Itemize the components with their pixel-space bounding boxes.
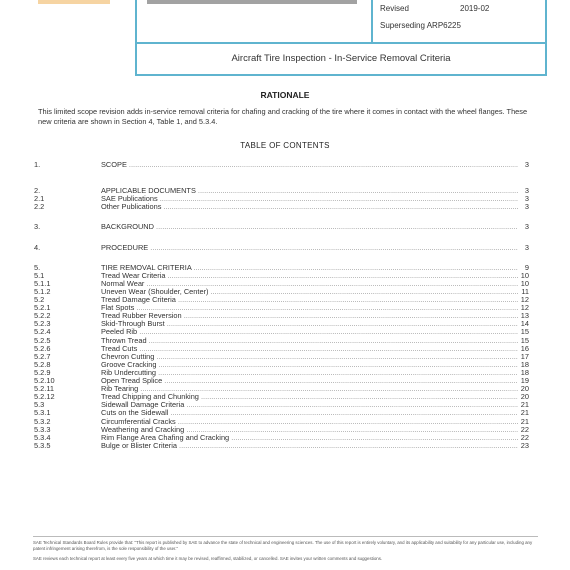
publisher-logo-fragment bbox=[38, 0, 110, 4]
toc-entry-page: 3 bbox=[524, 242, 529, 252]
toc-entry-number: 5.1 bbox=[34, 270, 45, 280]
toc-entry-page: 10 bbox=[520, 270, 529, 280]
toc-entry-page: 12 bbox=[520, 295, 529, 304]
toc-entry[interactable] bbox=[0, 243, 570, 253]
toc-entry-page: 15 bbox=[520, 335, 529, 345]
toc-entry-title: Bulge or Blister Criteria ..... bbox=[101, 441, 518, 451]
toc-heading: TABLE OF CONTENTS bbox=[240, 141, 330, 150]
toc-entry-page: 3 bbox=[524, 202, 529, 212]
toc-entry-title: Circumferential Cracks ..... bbox=[101, 417, 518, 427]
toc-entry-title: Sidewall Damage Criteria ..... bbox=[101, 400, 518, 410]
toc-entry-number: 5.2.3 bbox=[34, 319, 51, 329]
toc-entry-number: 5.2.8 bbox=[34, 359, 51, 369]
footer-review-note: SAE reviews each technical report at least every five years at which time it may be revised, reaffirmed, stabilized, or cancelled. SAE invites your written comments and suggestions. bbox=[33, 556, 383, 561]
toc-entry-number: 2.1 bbox=[34, 194, 45, 204]
toc-entry-title: Rib Tearing ..... bbox=[101, 384, 518, 394]
footer-disclaimer: SAE Technical Standards Board Rules provide that: "This report is published by SAE to advance the state of technical and engineering sciences. The use of this report is entirely voluntary, and its applicability and suitability for any particular use, including any patent infringement arising therefrom, is the sole responsibility of the user." bbox=[33, 540, 533, 551]
toc-entry-title: Normal Wear ..... bbox=[101, 279, 518, 289]
toc-entry[interactable] bbox=[0, 202, 570, 212]
revised-date: 2019-02 bbox=[460, 4, 490, 13]
toc-entry-page: 14 bbox=[520, 319, 529, 329]
toc-entry-page: 21 bbox=[520, 408, 529, 418]
toc-entry-number: 5.2.9 bbox=[34, 367, 51, 377]
toc-entry-page: 19 bbox=[520, 376, 529, 385]
toc-entry-page: 17 bbox=[520, 351, 529, 361]
toc-entry-number: 5.2.11 bbox=[34, 384, 54, 394]
toc-entry-number: 5.2.4 bbox=[34, 327, 51, 337]
toc-entry-number: 5.3.2 bbox=[34, 416, 51, 426]
toc-entry-number: 5.2.2 bbox=[34, 311, 51, 321]
toc-entry-number: 5.2.12 bbox=[34, 392, 55, 402]
toc-entry-number: 5.2.1 bbox=[34, 303, 51, 313]
footer-divider bbox=[33, 536, 538, 537]
toc-entry-number: 5.2.10 bbox=[34, 376, 55, 385]
toc-entry-title: Thrown Tread ..... bbox=[101, 336, 518, 346]
toc-entry-page: 22 bbox=[520, 424, 529, 434]
toc-entry-title: Chevron Cutting ..... bbox=[101, 352, 518, 362]
toc-entry[interactable] bbox=[0, 441, 570, 451]
header-horizontal-divider bbox=[137, 42, 545, 44]
toc-entry-number: 1. bbox=[34, 160, 41, 169]
toc-entry-number: 5.2.7 bbox=[34, 351, 51, 361]
document-header-box bbox=[135, 0, 547, 76]
toc-entry-number: 5.1.1 bbox=[34, 278, 51, 288]
toc-entry-number: 5. bbox=[34, 262, 41, 272]
toc-entry-page: 15 bbox=[520, 327, 529, 337]
toc-entry-number: 5.3.1 bbox=[34, 408, 51, 418]
toc-entry-page: 3 bbox=[524, 160, 529, 169]
toc-entry-title: APPLICABLE DOCUMENTS ..... bbox=[101, 186, 518, 196]
revised-label: Revised bbox=[380, 4, 409, 13]
toc-entry-title: Other Publications ..... bbox=[101, 202, 518, 212]
toc-entry-number: 5.3.3 bbox=[34, 424, 51, 434]
toc-entry-title: PROCEDURE ..... bbox=[101, 243, 518, 253]
toc-entry-title: Tread Damage Criteria ..... bbox=[101, 295, 518, 305]
toc-entry-title: Tread Cuts ..... bbox=[101, 344, 518, 354]
toc-entry-page: 21 bbox=[520, 416, 529, 426]
toc-entry-number: 5.3.4 bbox=[34, 432, 51, 442]
toc-entry-number: 5.2.5 bbox=[34, 335, 51, 345]
rationale-paragraph: This limited scope revision adds in-service removal criteria for chafing and cracking of the tire where it comes in contact with the wheel flanges. These new criteria are shown in Section 4, Table 1, and 5.3.4. bbox=[38, 107, 528, 126]
toc-entry-title: Skid-Through Burst ..... bbox=[101, 319, 518, 329]
toc-entry-number: 5.2.6 bbox=[34, 343, 51, 353]
document-title: Aircraft Tire Inspection - In-Service Removal Criteria bbox=[231, 53, 451, 64]
toc-entry-title: Peeled Rib ..... bbox=[101, 327, 518, 337]
rationale-heading: RATIONALE bbox=[260, 90, 310, 100]
superseding-note: Superseding ARP6225 bbox=[380, 21, 461, 30]
toc-entry-page: 23 bbox=[520, 440, 529, 450]
toc-entry-page: 11 bbox=[521, 286, 529, 296]
toc-entry-title: Cuts on the Sidewall ..... bbox=[101, 408, 518, 418]
toc-entry-page: 10 bbox=[520, 278, 529, 288]
toc-entry-page: 12 bbox=[520, 303, 529, 313]
toc-entry-title: Rib Undercutting ..... bbox=[101, 368, 518, 378]
toc-entry-title: SCOPE ..... bbox=[101, 160, 518, 170]
toc-entry-page: 16 bbox=[520, 343, 529, 353]
header-vertical-divider bbox=[371, 0, 373, 42]
toc-entry-number: 3. bbox=[34, 222, 41, 232]
toc-entry-title: Flat Spots ..... bbox=[101, 303, 518, 313]
toc-entry-page: 13 bbox=[520, 311, 529, 321]
header-banner-fragment bbox=[147, 0, 357, 4]
toc-entry-number: 5.3 bbox=[34, 400, 45, 410]
toc-entry-page: 20 bbox=[520, 384, 529, 394]
toc-entry-number: 2. bbox=[34, 186, 41, 196]
toc-entry-page: 21 bbox=[520, 400, 529, 410]
toc-entry-number: 5.3.5 bbox=[34, 440, 51, 450]
toc-entry[interactable] bbox=[0, 160, 570, 170]
toc-entry-title: Open Tread Splice ..... bbox=[101, 376, 518, 386]
toc-entry-page: 22 bbox=[520, 432, 529, 442]
toc-entry-page: 3 bbox=[524, 222, 529, 232]
toc-entry-title: Rim Flange Area Chafing and Cracking ..... bbox=[101, 433, 518, 443]
toc-entry-number: 5.2 bbox=[34, 295, 45, 304]
toc-entry-number: 4. bbox=[34, 242, 41, 252]
toc-entry-number: 5.1.2 bbox=[34, 286, 51, 296]
toc-entry-title: Groove Cracking ..... bbox=[101, 360, 518, 370]
toc-entry-title: Tread Rubber Reversion ..... bbox=[101, 311, 518, 321]
toc-entry-number: 2.2 bbox=[34, 202, 45, 212]
toc-entry-title: TIRE REMOVAL CRITERIA ..... bbox=[101, 263, 518, 273]
toc-entry-page: 3 bbox=[524, 186, 529, 196]
toc-entry-page: 3 bbox=[524, 194, 529, 204]
toc-entry[interactable] bbox=[0, 222, 570, 232]
toc-entry-title: Uneven Wear (Shoulder, Center) ..... bbox=[101, 287, 518, 297]
toc-entry-title: SAE Publications ..... bbox=[101, 194, 518, 204]
toc-entry-page: 18 bbox=[520, 367, 529, 377]
toc-entry-title: BACKGROUND ..... bbox=[101, 222, 518, 232]
toc-entry-page: 18 bbox=[520, 359, 529, 369]
toc-entry-title: Weathering and Cracking ..... bbox=[101, 425, 518, 435]
toc-entry-page: 9 bbox=[524, 262, 529, 272]
toc-entry-page: 20 bbox=[520, 392, 529, 402]
toc-entry-title: Tread Chipping and Chunking ..... bbox=[101, 392, 518, 402]
toc-entry-title: Tread Wear Criteria ..... bbox=[101, 271, 518, 281]
